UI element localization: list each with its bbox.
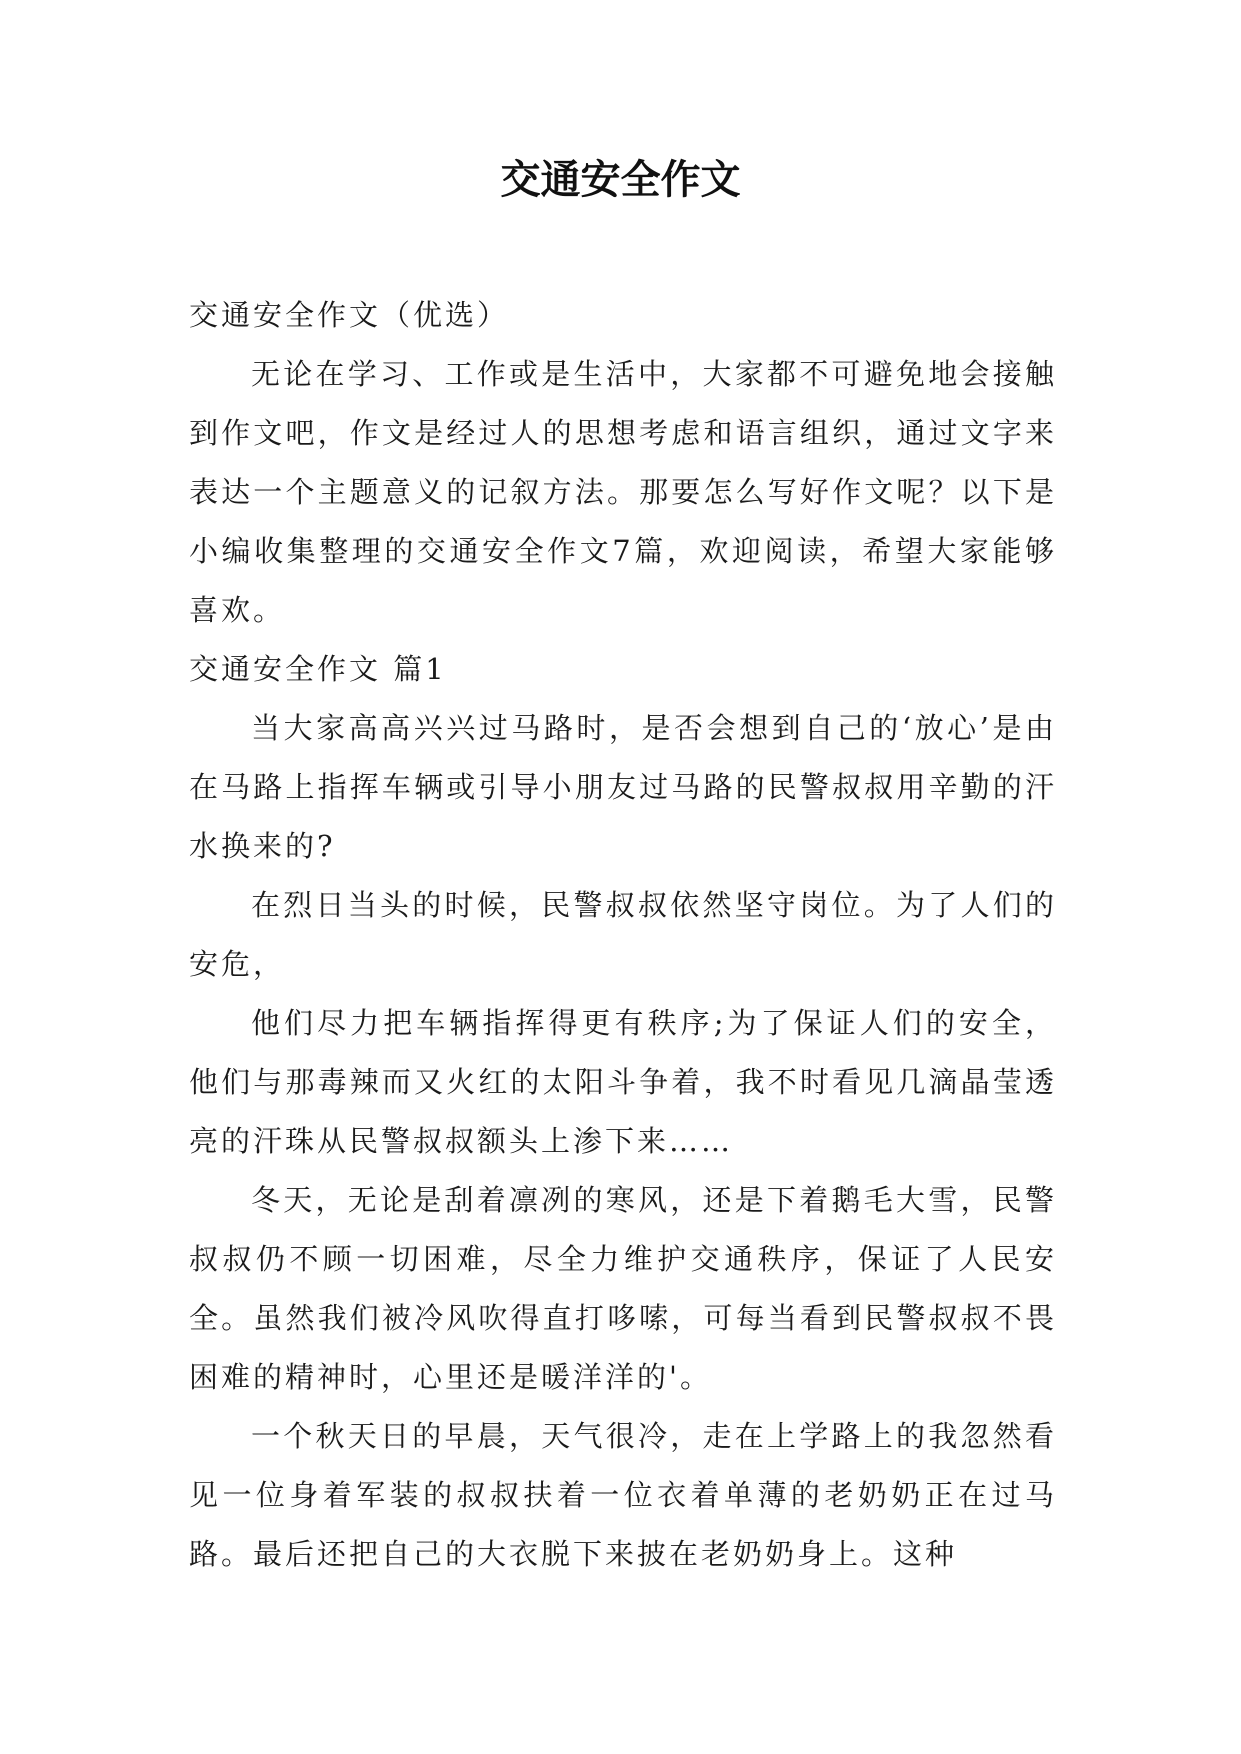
- section-heading-intro: 交通安全作文（优选）: [189, 298, 510, 332]
- body-paragraph: 一个秋天日的早晨，天气很冷，走在上学路上的我忽然看见一位身着军装的叔叔扶着一位衣着单薄的老奶奶正在过马路。最后还把自己的大衣脱下来披在老奶奶身上。这种: [189, 1419, 1057, 1571]
- body-paragraph: 无论在学习、工作或是生活中，大家都不可避免地会接触到作文吧，作文是经过人的思想考虑和语言组织，通过文字来表达一个主题意义的记叙方法。那要怎么写好作文呢？以下是小编收集整理的交通安全作文7篇，欢迎阅读，希望大家能够喜欢。: [189, 357, 1057, 627]
- body-paragraph: 冬天，无论是刮着凛冽的寒风，还是下着鹅毛大雪，民警叔叔仍不顾一切困难，尽全力维护交通秩序，保证了人民安全。虽然我们被冷风吹得直打哆嗦，可每当看到民警叔叔不畏困难的精神时，心里还是暖洋洋的'。: [189, 1183, 1057, 1394]
- body-paragraph: 在烈日当头的时候，民警叔叔依然坚守岗位。为了人们的安危，: [189, 888, 1057, 981]
- document-title: 交通安全作文: [500, 156, 741, 203]
- document-body: [189, 286, 1057, 1584]
- body-paragraph: 当大家高高兴兴过马路时，是否会想到自己的‘放心’是由在马路上指挥车辆或引导小朋友过马路的民警叔叔用辛勤的汗水换来的?: [189, 711, 1057, 863]
- section-heading-essay-1: 交通安全作文 篇1: [189, 652, 447, 686]
- body-paragraph: 他们尽力把车辆指挥得更有秩序;为了保证人们的安全，他们与那毒辣而又火红的太阳斗争着，我不时看见几滴晶莹透亮的汗珠从民警叔叔额头上渗下来……: [189, 1006, 1057, 1158]
